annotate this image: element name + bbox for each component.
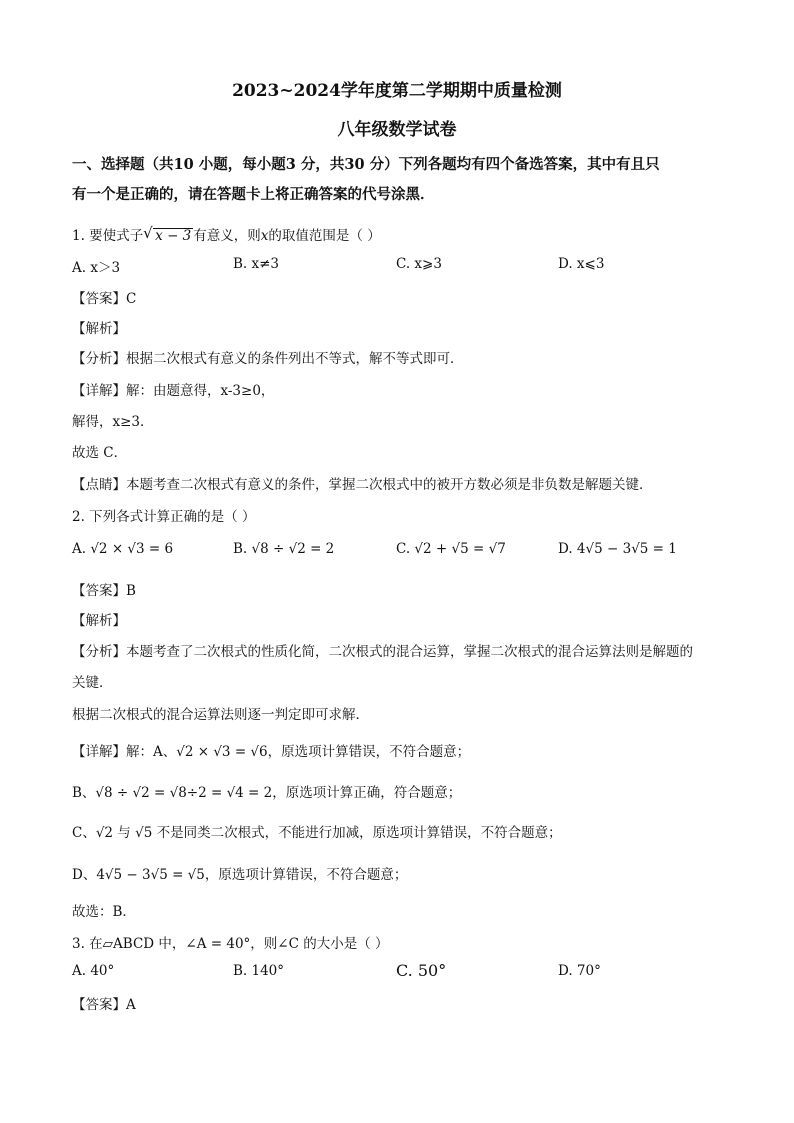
q1-answer: 【答案】C [72, 291, 137, 307]
q1-detail: 【详解】解：由题意得，x-3≥0， [72, 383, 275, 399]
q2-option-c: C. √2 + √5 = √7 [396, 541, 506, 557]
q3-option-d: D. 70° [558, 963, 601, 979]
q2-answer: 【答案】B [72, 583, 136, 599]
q1-choice: 故选 C． [72, 445, 128, 461]
q3-stem: 3. 在▱ABCD 中，∠A = 40°，则∠C 的大小是（ ） [72, 936, 389, 952]
q3-option-b: B. 140° [233, 963, 285, 979]
q3-answer: 【答案】A [72, 997, 136, 1013]
q1-stem [72, 224, 381, 244]
q2-option-b: B. √8 ÷ √2 = 2 [233, 541, 335, 557]
q1-option-a: A. x＞3 [72, 260, 121, 276]
q1-option-d: D. x⩽3 [558, 256, 605, 272]
q2-choice: 故选：B． [72, 904, 136, 920]
q1-stem-part-a: 1. 要使式子 [72, 228, 144, 244]
q2-detail-d: D、4√5 − 3√5 = √5，原选项计算错误，不符合题意； [72, 867, 408, 883]
q1-option-c: C. x⩾3 [396, 256, 442, 272]
q1-stem-part-b: 有意义，则 [193, 228, 261, 244]
q2-analysis-line3: 根据二次根式的混合运算法则逐一判定即可求解． [72, 707, 369, 723]
exam-title: 2023~2024学年度第二学期期中质量检测 [232, 81, 562, 101]
q3-option-a: A. 40° [72, 963, 115, 979]
q1-option-b: B. x≠3 [233, 256, 280, 272]
q2-option-a: A. √2 × √3 = 6 [72, 541, 174, 557]
q2-detail-b: B、√8 ÷ √2 = √8÷2 = √4 = 2，原选项计算正确，符合题意； [72, 785, 462, 801]
q2-analysis-label: 【解析】 [72, 613, 126, 629]
q2-analysis-line2: 关键． [72, 675, 113, 691]
q1-radical: √ x − 3 [153, 228, 193, 243]
q2-option-d: D. 4√5 − 3√5 = 1 [558, 541, 677, 557]
q2-analysis-line1: 【分析】本题考查了二次根式的性质化简，二次根式的混合运算，掌握二次根式的混合运算法则是解题的 [72, 644, 693, 660]
q1-comment: 【点睛】本题考查二次根式有意义的条件，掌握二次根式中的被开方数必须是非负数是解题关键． [72, 477, 653, 493]
exam-subtitle: 八年级数学试卷 [337, 120, 457, 140]
section-instruction-line1: 一、选择题（共10 小题，每小题3 分，共30 分）下列各题均有四个备选答案，其中有且只 [72, 156, 660, 173]
q2-detail-a: 【详解】解：A、√2 × √3 = √6，原选项计算错误，不符合题意； [72, 744, 471, 760]
q1-variable: x [260, 228, 269, 244]
q1-analysis: 【分析】根据二次根式有意义的条件列出不等式，解不等式即可． [72, 351, 464, 367]
q1-stem-part-c: 的取值范围是（ ） [268, 228, 381, 244]
q2-stem: 2. 下列各式计算正确的是（ ） [72, 509, 256, 525]
q1-solution: 解得，x≥3． [72, 414, 154, 430]
section-instruction-line2: 有一个是正确的，请在答题卡上将正确答案的代号涂黑． [72, 186, 435, 203]
q3-option-c: C. 50° [396, 961, 447, 980]
q2-detail-c: C、√2 与 √5 不是同类二次根式，不能进行加减，原选项计算错误，不符合题意； [72, 825, 562, 841]
q1-analysis-label: 【解析】 [72, 321, 126, 337]
